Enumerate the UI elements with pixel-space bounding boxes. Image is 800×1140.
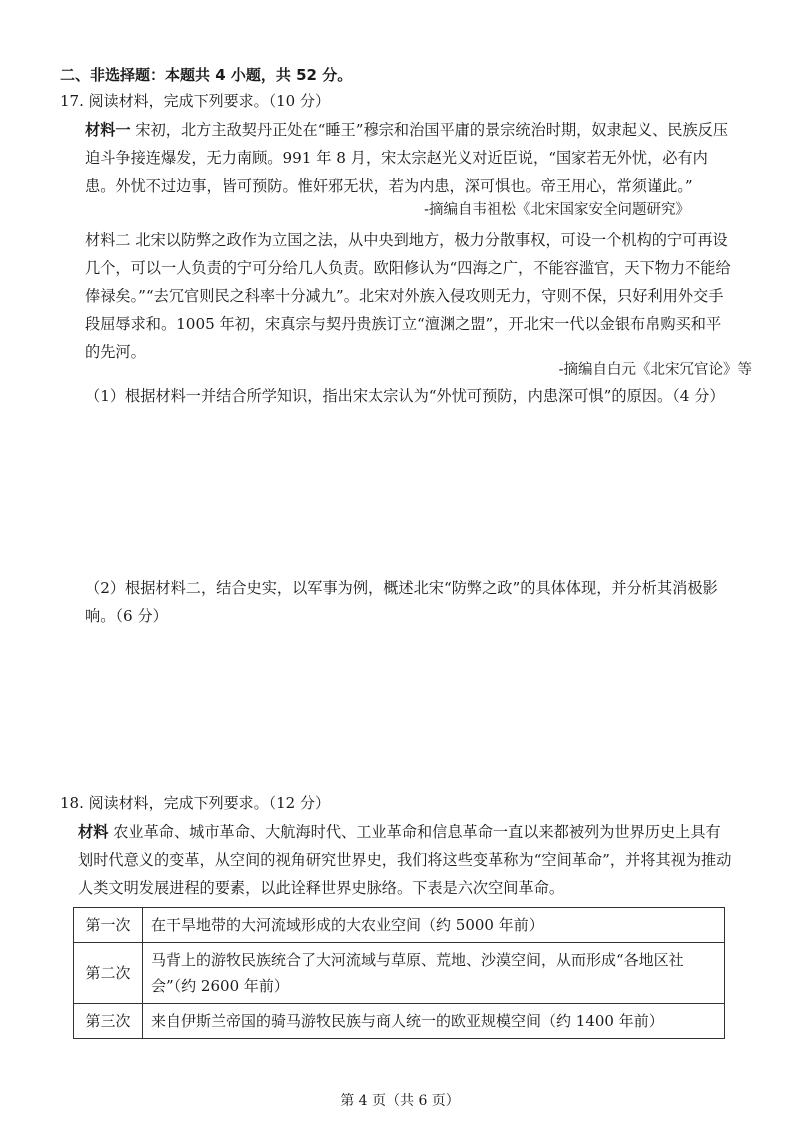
- table-row: [74, 943, 725, 1004]
- table-cell-label: 第三次: [74, 1004, 143, 1039]
- table-cell-label: 第一次: [74, 908, 143, 943]
- table-row: [74, 1004, 725, 1039]
- q18-material-label: 材料: [78, 823, 109, 841]
- table-cell-desc: 来自伊斯兰帝国的骑马游牧民族与商人统一的欧亚规模空间（约 1400 年前）: [143, 1004, 725, 1039]
- table-cell-desc: 马背上的游牧民族统合了大河流域与草原、荒地、沙漠空间，从而形成“各地区社会”（约 2600 年前）: [143, 943, 725, 1004]
- q18-material: [78, 818, 735, 902]
- q17-material2-source: -摘编自白元《北宋冗官论》等: [558, 362, 752, 378]
- q18-title: 18. 阅读材料，完成下列要求。（12 分）: [60, 794, 330, 812]
- q17-material1-label: 材料一: [85, 121, 131, 139]
- q17-title: 17. 阅读材料，完成下列要求。（10 分）: [60, 92, 330, 110]
- q17-material1-text: 宋初，北方主敌契丹正处在“睡王”穆宗和治国平庸的景宗统治时期，奴隶起义、民族反压迫斗争接连爆发，无力南顾。991 年 8 月，宋太宗赵光义对近臣说，“国家若无外忧，必有内患。外忧不过边事，皆可预防。惟奸邪无状，若为内患，深可惧也。帝王用心，常须谨此。”: [85, 121, 729, 195]
- q17-material1: [85, 116, 735, 200]
- table-row: [74, 908, 725, 943]
- q17-material2-label: 材料二: [85, 231, 131, 249]
- q17-material2-text: 北宋以防弊之政作为立国之法，从中央到地方，极力分散事权，可设一个机构的宁可再设几个，可以一人负责的宁可分给几人负责。欧阳修认为“四海之广，不能容滥官，天下物力不能给俸禄矣。”“去冗官则民之科率十分减九”。北宋对外族入侵攻则无力，守则不保，只好利用外交手段屈辱求和。1005 年初，宋真宗与契丹贵族订立“澶渊之盟”，开北宋一代以金银布帛购买和平的先河。: [85, 231, 731, 361]
- space-revolution-table: [73, 907, 725, 1039]
- section-header: 二、非选择题：本题共 4 小题，共 52 分。: [60, 66, 353, 84]
- q17-material2: [85, 226, 735, 366]
- q17-subquestion-1: （1）根据材料一并结合所学知识，指出宋太宗认为“外忧可预防，内患深可惧”的原因。（4 分）: [85, 387, 725, 405]
- q17-subquestion-2: （2）根据材料二，结合史实，以军事为例，概述北宋“防弊之政”的具体体现，并分析其消极影响。（6 分）: [85, 579, 718, 625]
- q17-material1-source: -摘编自韦祖松《北宋国家安全问题研究》: [424, 202, 690, 218]
- table-cell-desc: 在干旱地带的大河流域形成的大农业空间（约 5000 年前）: [143, 908, 725, 943]
- table-cell-label: 第二次: [74, 943, 143, 1004]
- q18-material-text: 农业革命、城市革命、大航海时代、工业革命和信息革命一直以来都被列为世界历史上具有划时代意义的变革，从空间的视角研究世界史，我们将这些变革称为“空间革命”，并将其视为推动人类文明发展进程的要素，以此诠释世界史脉络。下表是六次空间革命。: [78, 823, 732, 897]
- page-footer: 第 4 页（共 6 页）: [340, 1093, 460, 1109]
